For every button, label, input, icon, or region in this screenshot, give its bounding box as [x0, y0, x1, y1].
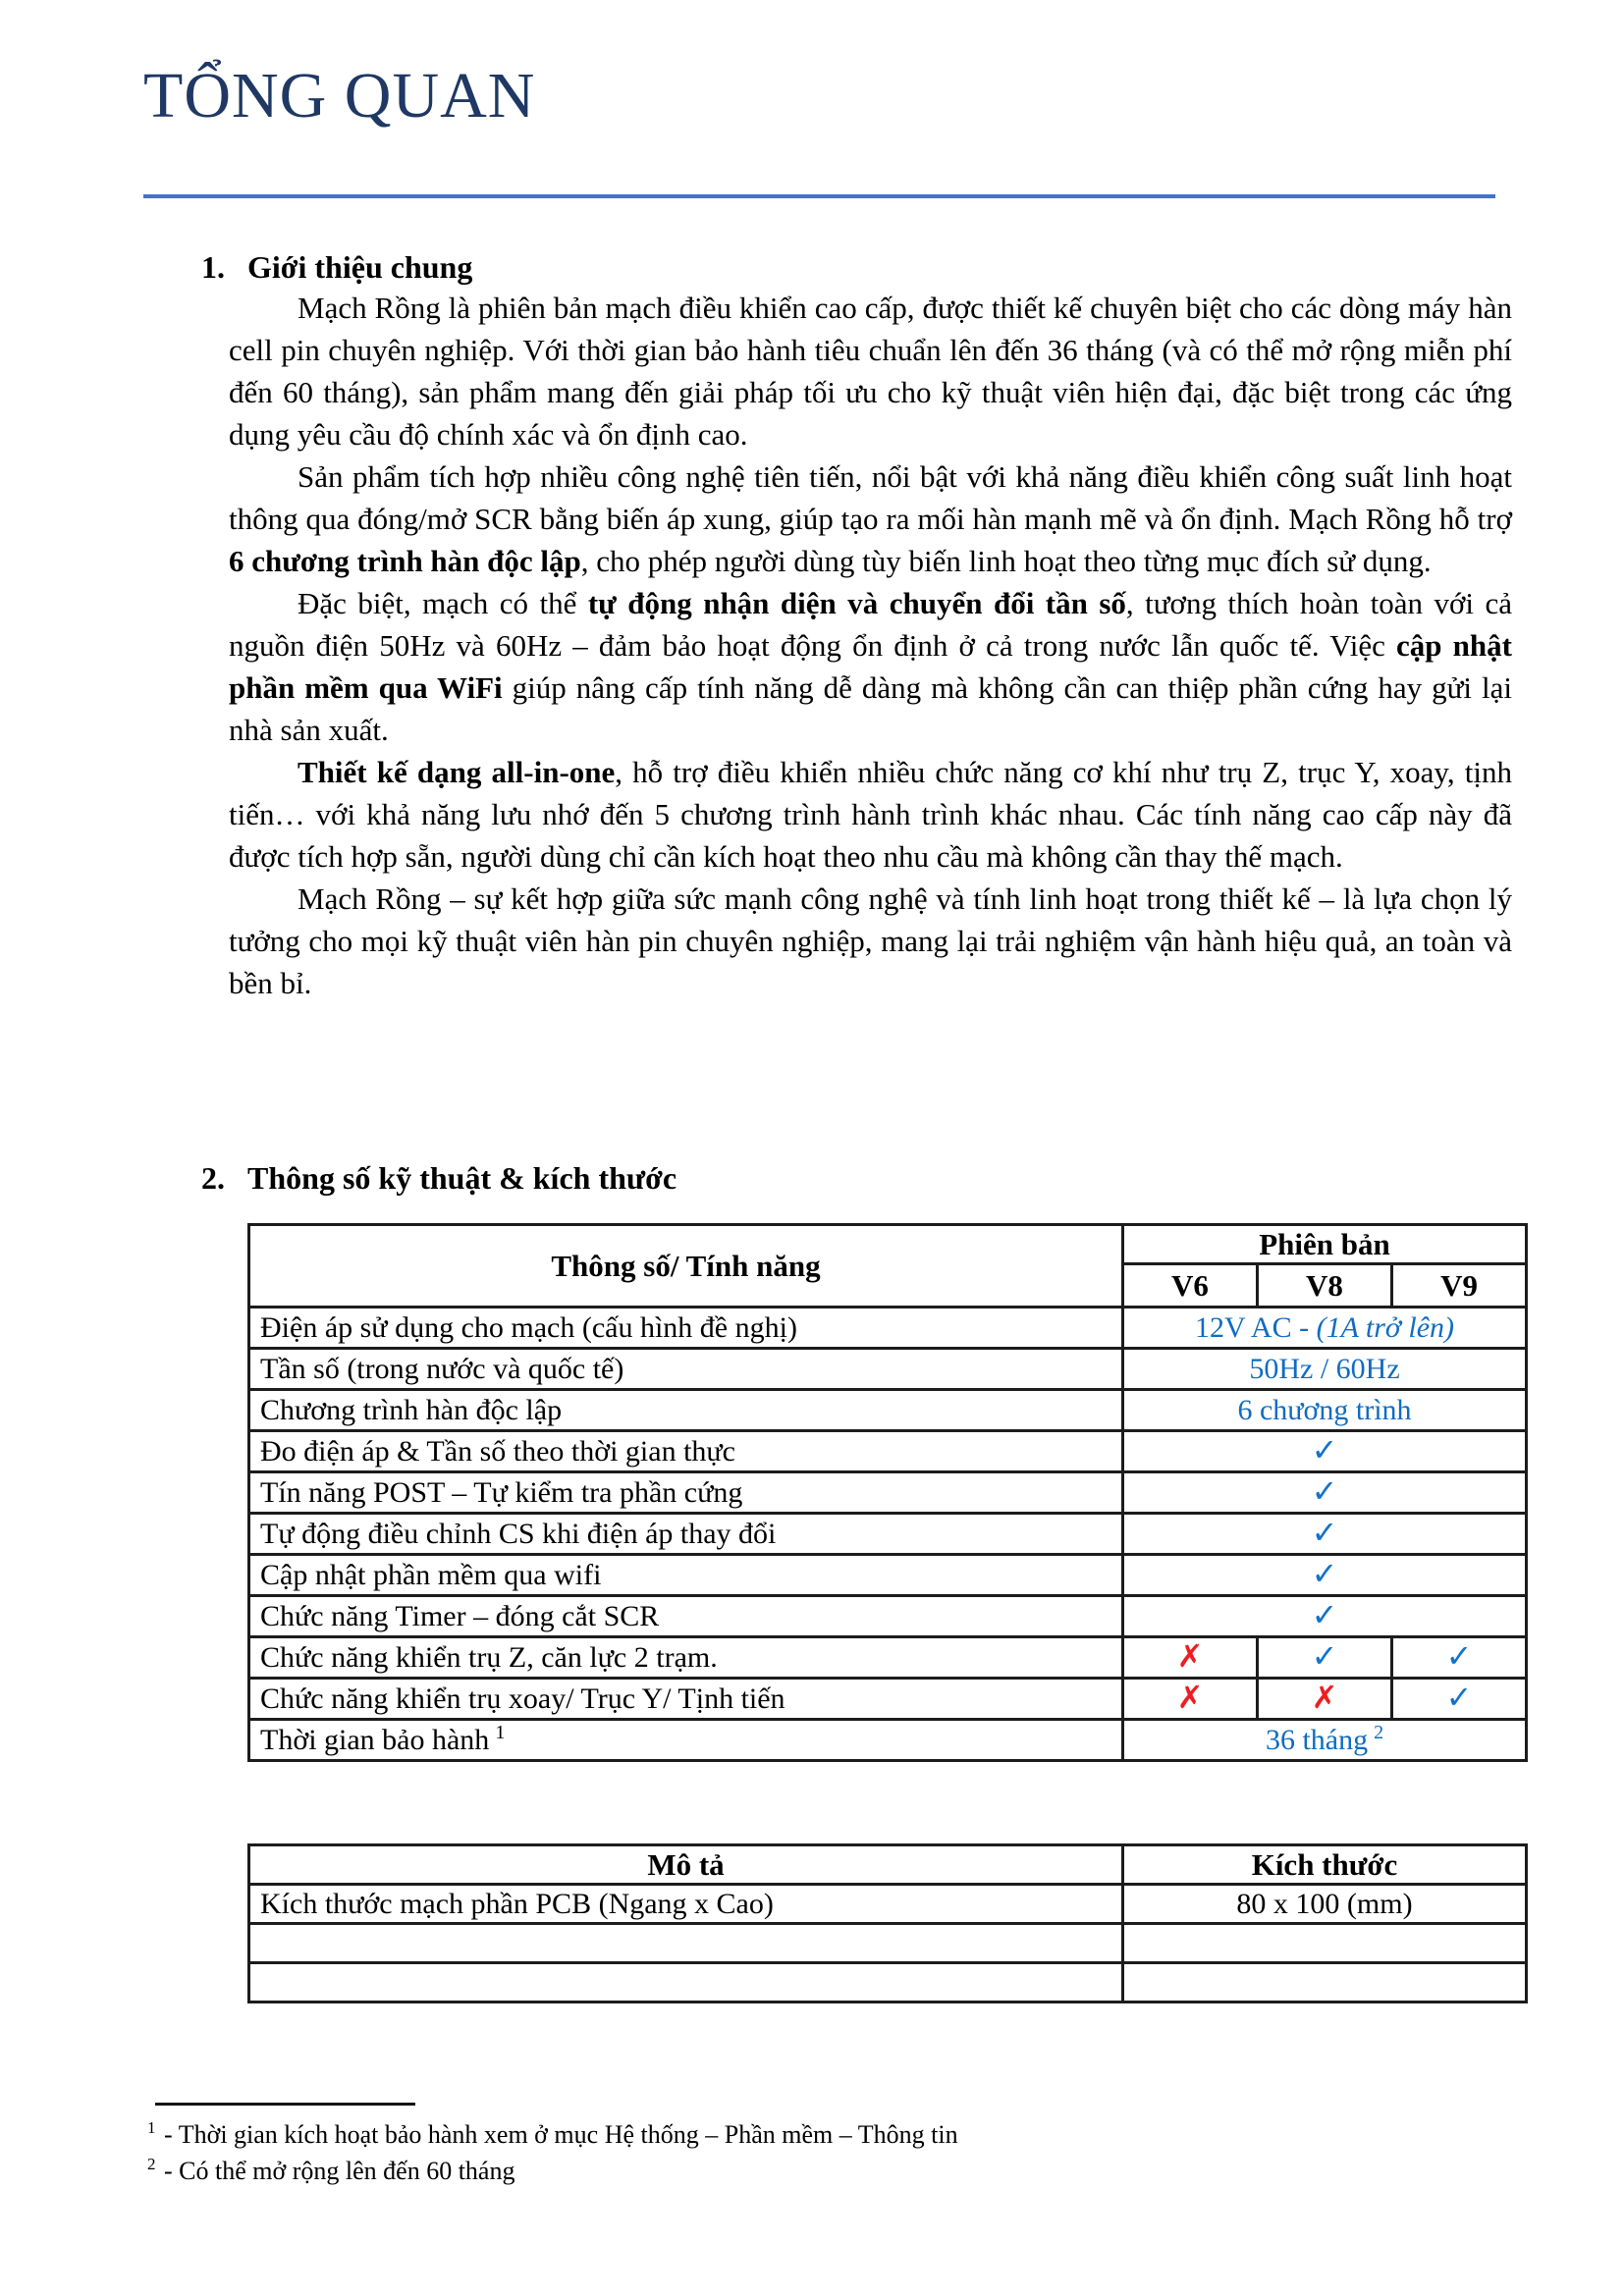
dim-size [1123, 1924, 1527, 1963]
spec-row [249, 1308, 1527, 1349]
spec-header-row-1 [249, 1225, 1527, 1264]
spec-value-cell [1123, 1349, 1527, 1390]
section-number: 2. [201, 1160, 225, 1196]
dimension-table [247, 1843, 1528, 2003]
section-title: Giới thiệu chung [247, 249, 473, 285]
check-icon: ✓ [1445, 1679, 1473, 1716]
spec-row [249, 1431, 1527, 1472]
spec-value-italic: (1A trở lên) [1316, 1310, 1455, 1344]
section-heading-specs [201, 1158, 1517, 1198]
dim-table-body [249, 1885, 1527, 2002]
spec-value-cell [1392, 1637, 1527, 1679]
spec-row [249, 1596, 1527, 1637]
cross-icon: ✗ [1311, 1679, 1338, 1716]
spec-header-v8: V8 [1258, 1264, 1392, 1308]
dim-row [249, 1963, 1527, 2002]
spec-label: Chương trình hàn độc lập [249, 1390, 1123, 1431]
check-icon: ✓ [1311, 1472, 1338, 1510]
intro-paragraphs [229, 287, 1512, 1004]
spec-label: Thời gian bảo hành $^1$ [249, 1720, 1123, 1761]
paragraph: Mạch Rồng là phiên bản mạch điều khiển cao cấp, được thiết kế chuyên biệt cho các dòng máy hàn cell pin chuyên nghiệp. Với thời gian bảo hành tiêu chuẩn lên đến 36 tháng (và có thể mở rộng miễn phí đến 60 tháng), sản phẩm mang đến giải pháp tối ưu cho kỹ thuật viên hiện đại, đặc biệt trong các ứng dụng yêu cầu độ chính xác và ổn định cao. [229, 291, 1512, 452]
spec-label: Cập nhật phần mềm qua wifi [249, 1555, 1123, 1596]
spec-row [249, 1679, 1527, 1720]
section-title: Thông số kỹ thuật & kích thước [247, 1160, 677, 1196]
spec-value-text: 36 tháng [1265, 1723, 1369, 1756]
spec-header-v6: V6 [1123, 1264, 1258, 1308]
spec-row [249, 1390, 1527, 1431]
page-title: TỔNG QUAN [143, 60, 536, 132]
dim-row [249, 1924, 1527, 1963]
spec-value-text: 12V AC - [1194, 1310, 1317, 1344]
spec-value-cell [1123, 1637, 1258, 1679]
dim-header-row [249, 1845, 1527, 1885]
paragraph: Thiết kế dạng all-in-one, hỗ trợ điều khiển nhiều chức năng cơ khí như trụ Z, trục Y, xoay, tịnh tiến… với khả năng lưu nhớ đến 5 chương trình hành trình khác nhau. Các tính năng cao cấp này đã được tích hợp sẵn, người dùng chỉ cần kích hoạt theo nhu cầu mà không cần thay thế mạch. [229, 755, 1512, 874]
dim-header-desc: Mô tả [249, 1845, 1123, 1885]
section-number: 1. [201, 249, 225, 285]
check-icon: ✓ [1311, 1596, 1338, 1633]
footnote: $^2$ - Có thể mở rộng lên đến 60 tháng [147, 2155, 515, 2185]
spec-label: Chức năng Timer – đóng cắt SCR [249, 1596, 1123, 1637]
check-icon: ✓ [1311, 1555, 1338, 1592]
spec-row [249, 1720, 1527, 1761]
cross-icon: ✗ [1176, 1679, 1204, 1716]
spec-label: Tự động điều chỉnh CS khi điện áp thay đổi [249, 1514, 1123, 1555]
spec-value-cell [1258, 1637, 1392, 1679]
dim-header-size: Kích thước [1123, 1845, 1527, 1885]
spec-table-body [249, 1308, 1527, 1761]
spec-label: Tín năng POST – Tự kiểm tra phần cứng [249, 1472, 1123, 1514]
spec-header-v9: V9 [1392, 1264, 1527, 1308]
spec-value-cell [1123, 1472, 1527, 1514]
spec-row [249, 1472, 1527, 1514]
spec-row [249, 1637, 1527, 1679]
dim-desc [249, 1924, 1123, 1963]
spec-value-cell: 36 tháng $^2$ [1123, 1720, 1527, 1761]
spec-value-cell [1123, 1431, 1527, 1472]
dim-desc [249, 1963, 1123, 2002]
spec-row [249, 1555, 1527, 1596]
spec-value-cell [1258, 1679, 1392, 1720]
spec-value-cell [1123, 1390, 1527, 1431]
spec-row [249, 1349, 1527, 1390]
footnote-separator [155, 2103, 415, 2106]
paragraph: Mạch Rồng – sự kết hợp giữa sức mạnh công nghệ và tính linh hoạt trong thiết kế – là lựa chọn lý tưởng cho mọi kỹ thuật viên hàn pin chuyên nghiệp, mang lại trải nghiệm vận hành hiệu quả, an toàn và bền bỉ. [229, 881, 1512, 1000]
spec-header-params: Thông số/ Tính năng [249, 1225, 1123, 1308]
spec-label: Chức năng khiển trụ xoay/ Trục Y/ Tịnh tiến [249, 1679, 1123, 1720]
dim-size [1123, 1963, 1527, 2002]
spec-value-text: 6 chương trình [1237, 1393, 1412, 1426]
spec-value-cell [1123, 1514, 1527, 1555]
spec-value-cell [1123, 1555, 1527, 1596]
footnote: $^1$ - Thời gian kích hoạt bảo hành xem ở mục Hệ thống – Phần mềm – Thông tin [147, 2118, 958, 2149]
spec-row [249, 1514, 1527, 1555]
spec-value-cell [1123, 1679, 1258, 1720]
dim-row [249, 1885, 1527, 1924]
check-icon: ✓ [1311, 1514, 1338, 1551]
paragraph: Sản phẩm tích hợp nhiều công nghệ tiên tiến, nổi bật với khả năng điều khiển công suất linh hoạt thông qua đóng/mở SCR bằng biến áp xung, giúp tạo ra mối hàn mạnh mẽ và ổn định. Mạch Rồng hỗ trợ 6 chương trình hàn độc lập, cho phép người dùng tùy biến linh hoạt theo từng mục đích sử dụng. [229, 459, 1512, 578]
spec-label: Chức năng khiển trụ Z, căn lực 2 trạm. [249, 1637, 1123, 1679]
spec-label: Điện áp sử dụng cho mạch (cấu hình đề nghị) [249, 1308, 1123, 1349]
spec-header-version-group: Phiên bản [1123, 1225, 1527, 1264]
dim-size: 80 x 100 (mm) [1123, 1885, 1527, 1924]
spec-value-text: 50Hz / 60Hz [1249, 1352, 1400, 1385]
footnotes [147, 2116, 958, 2189]
spec-label: Tần số (trong nước và quốc tế) [249, 1349, 1123, 1390]
paragraph: Đặc biệt, mạch có thể tự động nhận diện và chuyển đổi tần số, tương thích hoàn toàn với cả nguồn điện 50Hz và 60Hz – đảm bảo hoạt động ổn định ở cả trong nước lẫn quốc tế. Việc cập nhật phần mềm qua WiFi giúp nâng cấp tính năng dễ dàng mà không cần can thiệp phần cứng hay gửi lại nhà sản xuất. [229, 586, 1513, 747]
spec-value-cell [1392, 1679, 1527, 1720]
cross-icon: ✗ [1176, 1637, 1204, 1675]
title-underline [143, 194, 1495, 198]
section-heading-intro [201, 247, 1517, 287]
check-icon: ✓ [1445, 1637, 1473, 1675]
check-icon: ✓ [1311, 1637, 1338, 1675]
spec-table [247, 1223, 1528, 1762]
check-icon: ✓ [1311, 1431, 1338, 1468]
spec-label: Đo điện áp & Tần số theo thời gian thực [249, 1431, 1123, 1472]
spec-value-cell [1123, 1308, 1527, 1349]
spec-value-cell [1123, 1596, 1527, 1637]
dim-desc: Kích thước mạch phần PCB (Ngang x Cao) [249, 1885, 1123, 1924]
